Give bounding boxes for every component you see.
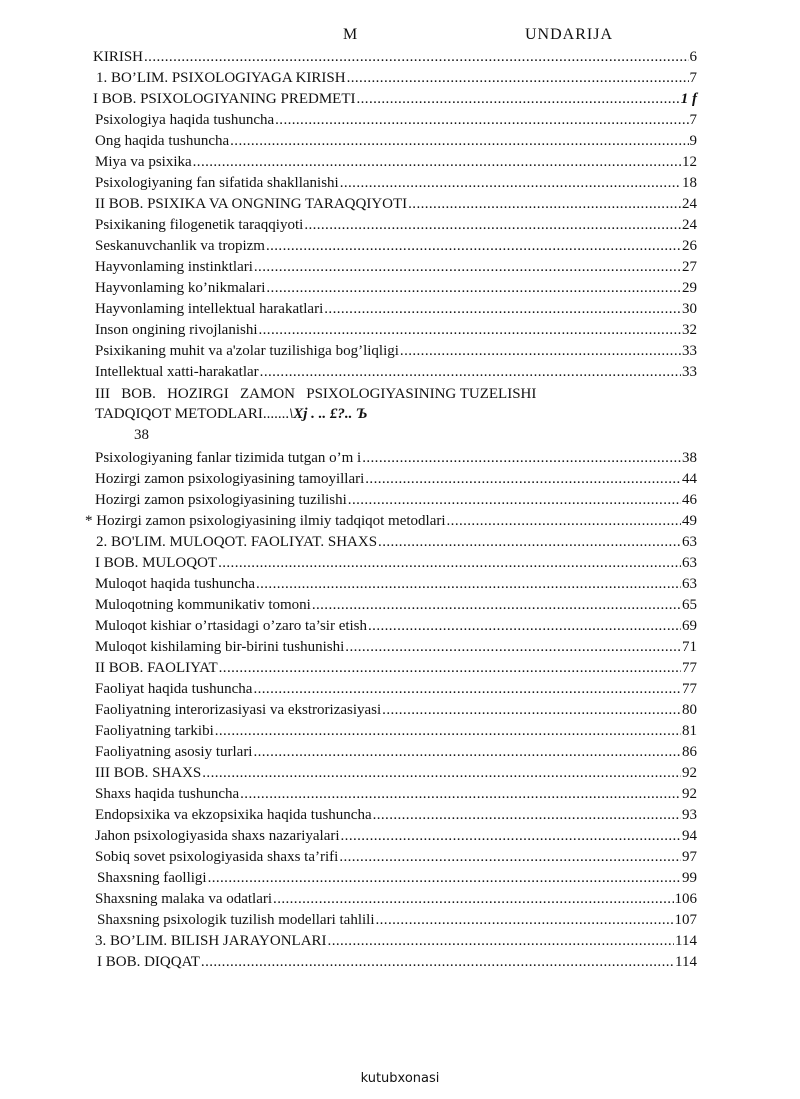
toc-entry[interactable] (95, 341, 697, 361)
toc-entry[interactable] (95, 490, 697, 510)
toc-entry-page: 81 (682, 722, 697, 739)
toc-entry[interactable] (95, 679, 697, 699)
toc-entry[interactable] (95, 194, 697, 214)
toc-entry-title: II BOB. PSIXIKA VA ONGNING TARAQQIYOTI (95, 195, 408, 212)
toc-entry[interactable] (96, 532, 697, 552)
toc-entry[interactable] (95, 847, 697, 867)
toc-entry[interactable] (95, 236, 697, 256)
toc-entry-leader (328, 932, 675, 951)
toc-entry[interactable] (95, 763, 697, 783)
toc-entry[interactable] (95, 553, 697, 573)
toc-entry-title: Hozirgi zamon psixologiyasining tamoyillari (95, 470, 365, 487)
toc-entry-title: Hayvonlaming intellektual harakatlari (95, 300, 324, 317)
toc-entry-leader (240, 785, 681, 804)
toc-entry[interactable] (95, 931, 697, 951)
toc-entry-leader (341, 827, 681, 846)
toc-entry-title: Faoliyat haqida tushuncha (95, 680, 253, 697)
toc-entry[interactable] (95, 278, 697, 298)
toc-entry-page: 18 (682, 174, 697, 191)
toc-entry[interactable] (95, 784, 697, 804)
toc-entry-leader (304, 216, 681, 235)
toc-entry-leader (201, 953, 674, 972)
toc-entry-page: 33 (682, 342, 697, 359)
toc-entry-leader (368, 617, 681, 636)
toc-entry-page: 44 (682, 470, 697, 487)
toc-entry-page: 97 (682, 848, 697, 865)
toc-entry-title: Sobiq sovet psixologiyasida shaxs ta’rifi (95, 848, 339, 865)
toc-entry-page: 107 (674, 911, 697, 928)
toc-entry-title: I BOB. PSIXOLOGIYANING PREDMETI (93, 90, 356, 107)
toc-entry-title: III BOB. SHAXS (95, 764, 202, 781)
toc-entry-page: 114 (675, 953, 697, 970)
toc-entry-leader (340, 174, 681, 193)
toc-entry-leader (208, 869, 681, 888)
toc-entry-title: Ong haqida tushuncha (95, 132, 230, 149)
toc-entry-title: Hayvonlaming instinktlari (95, 258, 253, 275)
toc-entry-page: 99 (682, 869, 697, 886)
toc-entry-leader (400, 342, 681, 361)
toc-entry[interactable] (95, 721, 697, 741)
toc-entry-title: Intellektual xatti-harakatlar (95, 363, 259, 380)
toc-entry-leader (348, 491, 681, 510)
toc-entry-leader (215, 722, 681, 741)
toc-entry[interactable] (95, 152, 697, 172)
toc-entry-title: Seskanuvchanlik va tropizm (95, 237, 265, 254)
toc-wrapped-entry-page-garble: \Xj . .. £?.. Ъ (289, 406, 368, 422)
toc-entry-leader (362, 449, 681, 468)
toc-entry-leader (253, 680, 681, 699)
toc-entry-page: 86 (682, 743, 697, 760)
toc-entry-page: 106 (674, 890, 697, 907)
toc-entry-title: Psixikaning muhit va a'zolar tuzilishiga bog’liqligi (95, 342, 399, 359)
toc-entry-page: 32 (682, 321, 697, 338)
toc-entry-title: II BOB. FAOLIYAT (95, 659, 218, 676)
toc-entry-page: 38 (682, 449, 697, 466)
toc-entry[interactable] (95, 110, 697, 130)
toc-entry[interactable] (95, 131, 697, 151)
toc-entry[interactable] (95, 826, 697, 846)
toc-entry-title: * Hozirgi zamon psixologiyasining ilmiy tadqiqot metodlari (85, 512, 446, 529)
toc-entry-title: KIRISH (93, 48, 144, 65)
toc-entry[interactable] (95, 299, 697, 319)
toc-entry-leader (447, 512, 681, 531)
toc-entry-title: Faoliyatning asosiy turlari (95, 743, 253, 760)
toc-entry-title: Psixikaning filogenetik taraqqiyoti (95, 216, 304, 233)
toc-entry-title: Faoliyatning interorizasiyasi va ekstrorizasiyasi (95, 701, 382, 718)
toc-entry-page: 94 (682, 827, 697, 844)
toc-entry-leader (347, 69, 689, 88)
toc-entry-title: Shaxsning malaka va odatlari (95, 890, 273, 907)
toc-entry-leader (253, 743, 681, 762)
toc-entry-leader (219, 659, 681, 678)
toc-entry-leader (382, 701, 681, 720)
toc-entry-leader (324, 300, 681, 319)
toc-entry-page: 9 (689, 132, 697, 149)
toc-entry-page: 77 (682, 659, 697, 676)
toc-entry-page: 7 (689, 69, 697, 86)
toc-entry[interactable] (95, 658, 697, 678)
toc-entry[interactable] (95, 320, 697, 340)
toc-entry-leader (378, 533, 681, 552)
toc-entry-page: 24 (682, 216, 697, 233)
toc-entry-title: 3. BO’LIM. BILISH JARAYONLARI (95, 932, 327, 949)
page-footer: kutubxonasi (360, 1071, 440, 1086)
toc-entry-leader (230, 132, 688, 151)
toc-entry-title: Psixologiya haqida tushuncha (95, 111, 275, 128)
toc-entry-leader (408, 195, 681, 214)
toc-entry-title: Muloqotning kommunikativ tomoni (95, 596, 311, 613)
toc-entry-page: 26 (682, 237, 697, 254)
toc-entry-title: 2. BO'LIM. MULOQOT. FAOLIYAT. SHAXS (96, 533, 378, 550)
toc-entry-title: Hozirgi zamon psixologiyasining tuzilishi (95, 491, 347, 508)
toc-entry[interactable] (95, 215, 697, 235)
toc-entry-title: 1. BO’LIM. PSIXOLOGIYAGA KIRISH (96, 69, 346, 86)
toc-entry-page: 7 (689, 111, 697, 128)
toc-wrapped-entry-line1 (95, 385, 677, 404)
toc-entry-title: Jahon psixologiyasida shaxs nazariyalari (95, 827, 340, 844)
toc-entry[interactable] (95, 574, 697, 594)
toc-entry-page: 69 (682, 617, 697, 634)
toc-wrapped-entry-title: III BOB. HOZIRGI ZAMON PSIXOLOGIYASINING TUZELISHI (95, 386, 537, 402)
toc-entry[interactable] (97, 910, 697, 930)
toc-entry[interactable] (93, 89, 697, 109)
toc-entry-title: Inson ongining rivojlanishi (95, 321, 258, 338)
toc-entry-leader (202, 764, 681, 783)
toc-entry[interactable] (95, 448, 697, 468)
toc-entry-leader (266, 237, 681, 256)
toc-entry-title: Muloqot kishiar o’rtasidagi o’zaro ta’sir etish (95, 617, 368, 634)
toc-entry-leader (345, 638, 681, 657)
toc-entry-page: 30 (682, 300, 697, 317)
toc-entry-leader (259, 321, 682, 340)
toc-entry-page: 114 (675, 932, 697, 949)
toc-entry-title: Shaxsning faolligi (97, 869, 207, 886)
toc-entry-leader (260, 363, 681, 382)
toc-entry-leader (339, 848, 681, 867)
toc-entry[interactable] (95, 595, 697, 615)
toc-entry-leader (376, 911, 674, 930)
toc-entry-page: 80 (682, 701, 697, 718)
toc-entry[interactable] (95, 700, 697, 720)
toc-entry-page: 92 (682, 764, 697, 781)
toc-entry-page: 29 (682, 279, 697, 296)
toc-entry-page: 27 (682, 258, 697, 275)
toc-entry-leader (357, 90, 680, 109)
toc-entry-title: Psixologiyaning fan sifatida shakllanishi (95, 174, 339, 191)
toc-wrapped-entry-line2 (95, 405, 368, 424)
toc-entry-page: 46 (682, 491, 697, 508)
toc-entry[interactable] (96, 68, 697, 88)
toc-entry-title: I BOB. DIQQAT (97, 953, 200, 970)
toc-entry-page: 1 f (680, 90, 697, 107)
toc-entry-page: 33 (682, 363, 697, 380)
toc-wrapped-entry-page: 38 (134, 427, 149, 443)
toc-entry[interactable] (95, 805, 697, 825)
toc-entry[interactable] (85, 511, 697, 531)
toc-entry-leader (144, 48, 688, 67)
toc-entry-page: 77 (682, 680, 697, 697)
toc-entry[interactable] (95, 889, 697, 909)
toc-entry-title: Miya va psixika (95, 153, 192, 170)
toc-entry-page: 93 (682, 806, 697, 823)
toc-entry-page: 71 (682, 638, 697, 655)
toc-heading-word: UNDARIJA (525, 26, 613, 43)
toc-heading-letter: M (343, 26, 359, 43)
toc-entry-leader (218, 554, 681, 573)
toc-entry[interactable] (95, 257, 697, 277)
toc-entry-title: Faoliyatning tarkibi (95, 722, 214, 739)
toc-entry-leader (266, 279, 681, 298)
toc-entry-leader (193, 153, 681, 172)
toc-entry[interactable] (95, 362, 697, 382)
toc-entry-page: 6 (689, 48, 697, 65)
toc-entry[interactable] (95, 637, 697, 657)
toc-entry[interactable] (97, 868, 697, 888)
toc-entry-title: I BOB. MULOQOT (95, 554, 218, 571)
toc-entry-leader (365, 470, 681, 489)
toc-entry[interactable] (95, 469, 697, 489)
toc-entry-title: Shaxs haqida tushuncha (95, 785, 240, 802)
toc-entry[interactable] (95, 173, 697, 193)
toc-entry-leader (254, 258, 681, 277)
toc-entry-title: Psixologiyaning fanlar tizimida tutgan o’m i (95, 449, 362, 466)
toc-entry-leader (275, 111, 688, 130)
toc-entry-title: Muloqot kishilaming bir-birini tushunishi (95, 638, 345, 655)
toc-entry-title: Endopsixika va ekzopsixika haqida tushuncha (95, 806, 372, 823)
toc-entry[interactable] (95, 616, 697, 636)
toc-entry-page: 49 (682, 512, 697, 529)
toc-entry-leader (373, 806, 681, 825)
toc-entry-title: Shaxsning psixologik tuzilish modellari tahlili (97, 911, 375, 928)
toc-entry-page: 63 (682, 554, 697, 571)
toc-entry-title: Hayvonlaming ko’nikmalari (95, 279, 266, 296)
toc-entry[interactable] (95, 742, 697, 762)
toc-entry-page: 65 (682, 596, 697, 613)
toc-entry-leader (273, 890, 673, 909)
toc-entry-page: 63 (682, 533, 697, 550)
toc-entry-title: Muloqot haqida tushuncha (95, 575, 255, 592)
toc-entry-page: 24 (682, 195, 697, 212)
toc-entry[interactable] (97, 952, 697, 972)
toc-entry-page: 92 (682, 785, 697, 802)
toc-entry[interactable] (93, 47, 697, 67)
toc-entry-page: 63 (682, 575, 697, 592)
toc-entry-leader (256, 575, 681, 594)
toc-wrapped-entry-title-cont: TADQIQOT METODLARI....... (95, 406, 290, 422)
toc-entry-page: 12 (682, 153, 697, 170)
toc-entry-leader (312, 596, 681, 615)
